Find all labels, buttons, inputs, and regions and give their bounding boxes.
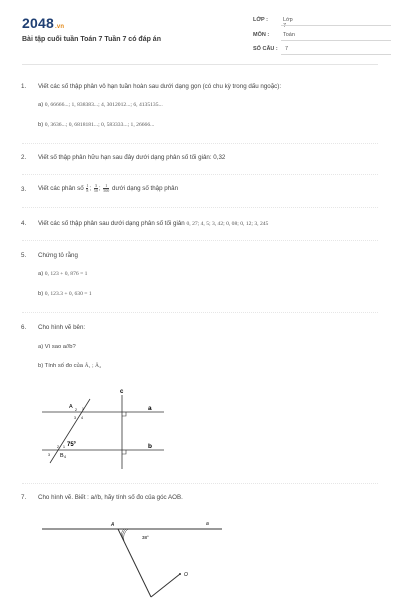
fraction: $\frac{1}{500}$ xyxy=(103,183,110,193)
question-divider xyxy=(22,483,378,484)
angle-value: $75^0$ xyxy=(67,440,76,448)
question-7-text: Cho hình vẽ. Biết : a//b, hãy tính số đo của góc AOB. xyxy=(38,494,183,501)
question-6-text: Cho hình vẽ bên: xyxy=(38,324,86,331)
angle-num: 3 xyxy=(48,453,50,457)
question-6b xyxy=(38,363,101,369)
question-1a-math: 0, 66666...; 1, 838383...; 4, 3012012...; 6, 4135135... xyxy=(44,102,163,108)
logo-main: 2048 xyxy=(22,15,54,31)
question-divider xyxy=(22,240,378,241)
question-1-number: 1. xyxy=(21,83,27,90)
question-7-figure xyxy=(38,515,228,600)
angle-num: 4 xyxy=(81,416,83,420)
label-a: a xyxy=(148,405,152,412)
angle-num: 4 xyxy=(64,455,66,459)
angle-num: 3 xyxy=(74,416,76,420)
question-1-text: Viết các số thập phân vô hạn tuần hoàn sau dưới dạng gọn (có chu kỳ trong dấu ngoặc): xyxy=(38,83,282,90)
meta-subject-value: Toán xyxy=(283,32,295,38)
fraction: $\frac{3}{50}$ xyxy=(93,183,98,193)
question-7-number: 7. xyxy=(21,494,27,501)
question-2-text: Viết số thập phân hữu hạn sau đây dưới dạng phân số tối giản: 0,32 xyxy=(38,154,226,161)
question-3-text-before: Viết các phân số xyxy=(38,185,84,193)
meta-underline xyxy=(281,25,391,26)
question-4-text xyxy=(38,220,268,227)
question-6-figure xyxy=(38,383,168,473)
question-1a-label: a) xyxy=(38,102,44,108)
question-5a xyxy=(38,271,87,277)
question-5-number: 5. xyxy=(21,252,27,259)
question-3-number: 3. xyxy=(21,186,27,193)
question-3-text-after: dưới dạng số thập phân xyxy=(112,185,179,193)
label-A: A xyxy=(69,404,73,410)
angle-num: 1 xyxy=(82,407,84,411)
site-logo[interactable] xyxy=(22,15,64,31)
fraction: $\frac{1}{8}$ xyxy=(86,183,89,193)
right-angle-mark xyxy=(122,450,126,454)
question-divider xyxy=(22,174,378,175)
meta-class-key: LỚP : xyxy=(253,17,268,23)
meta-underline xyxy=(281,54,391,55)
angle-38: 38° xyxy=(142,535,149,540)
label-a: a xyxy=(206,521,209,527)
angle-num: 2 xyxy=(57,445,59,449)
question-5a-label: a) xyxy=(38,271,44,277)
question-5b-math: 0, 123.3 + 0, 630 = 1 xyxy=(44,291,92,297)
point-O xyxy=(179,573,181,575)
label-c: c xyxy=(120,389,124,395)
label-B: B xyxy=(60,453,64,459)
angle-num: 1 xyxy=(63,445,65,449)
question-3-text: Viết các phân số $\frac{1}{8}$ ; $\frac{3}{50}$ ; $\frac{1}{500}$ dưới dạng số thập phân xyxy=(38,183,179,193)
question-6-number: 6. xyxy=(21,324,27,331)
question-1b-label: b) xyxy=(38,122,44,128)
question-divider xyxy=(22,312,378,313)
meta-count-value: 7 xyxy=(285,46,289,52)
question-1b-math: 0, 3636...; 0, 6818181...; 0, 583333...; 1, 26666... xyxy=(44,122,155,128)
worksheet-title: Bài tập cuối tuần Toán 7 Tuần 7 có đáp án xyxy=(22,36,161,43)
angle-num: 2 xyxy=(75,408,77,412)
question-4-prompt: Viết các số thập phân sau dưới dạng phân số tối giản xyxy=(38,220,185,227)
meta-class-value: Lớp 7 xyxy=(283,17,293,29)
question-6a: a) Vì sao a//b? xyxy=(38,344,76,350)
segment-OB xyxy=(151,574,180,597)
label-O: O xyxy=(184,572,188,578)
header-divider xyxy=(22,64,378,65)
meta-subject-key: MÔN : xyxy=(253,32,270,38)
right-angle-mark xyxy=(122,412,126,416)
label-b: b xyxy=(148,443,152,450)
question-5a-math: 0, 123 + 0, 876 = 1 xyxy=(44,271,88,277)
label-A: A xyxy=(111,522,115,528)
question-4-number: 4. xyxy=(21,220,27,227)
question-6b-math: Â₁ ; Â₄ xyxy=(84,363,101,369)
logo-suffix: .vn xyxy=(54,24,65,30)
question-divider xyxy=(22,143,378,144)
question-1a xyxy=(38,102,163,108)
meta-count-key: SỐ CÂU : xyxy=(253,46,278,52)
question-4-math: 0, 27; 4, 5; 3, 42; 0, 08; 0, 12; 3, 245 xyxy=(186,221,269,227)
question-5b xyxy=(38,291,92,297)
question-5b-label: b) xyxy=(38,291,44,297)
question-divider xyxy=(22,207,378,208)
question-2-number: 2. xyxy=(21,154,27,161)
question-5-text: Chứng tỏ rằng xyxy=(38,252,78,259)
meta-underline xyxy=(281,40,391,41)
question-1b xyxy=(38,122,154,128)
question-6b-text: b) Tính số đo của xyxy=(38,363,84,369)
